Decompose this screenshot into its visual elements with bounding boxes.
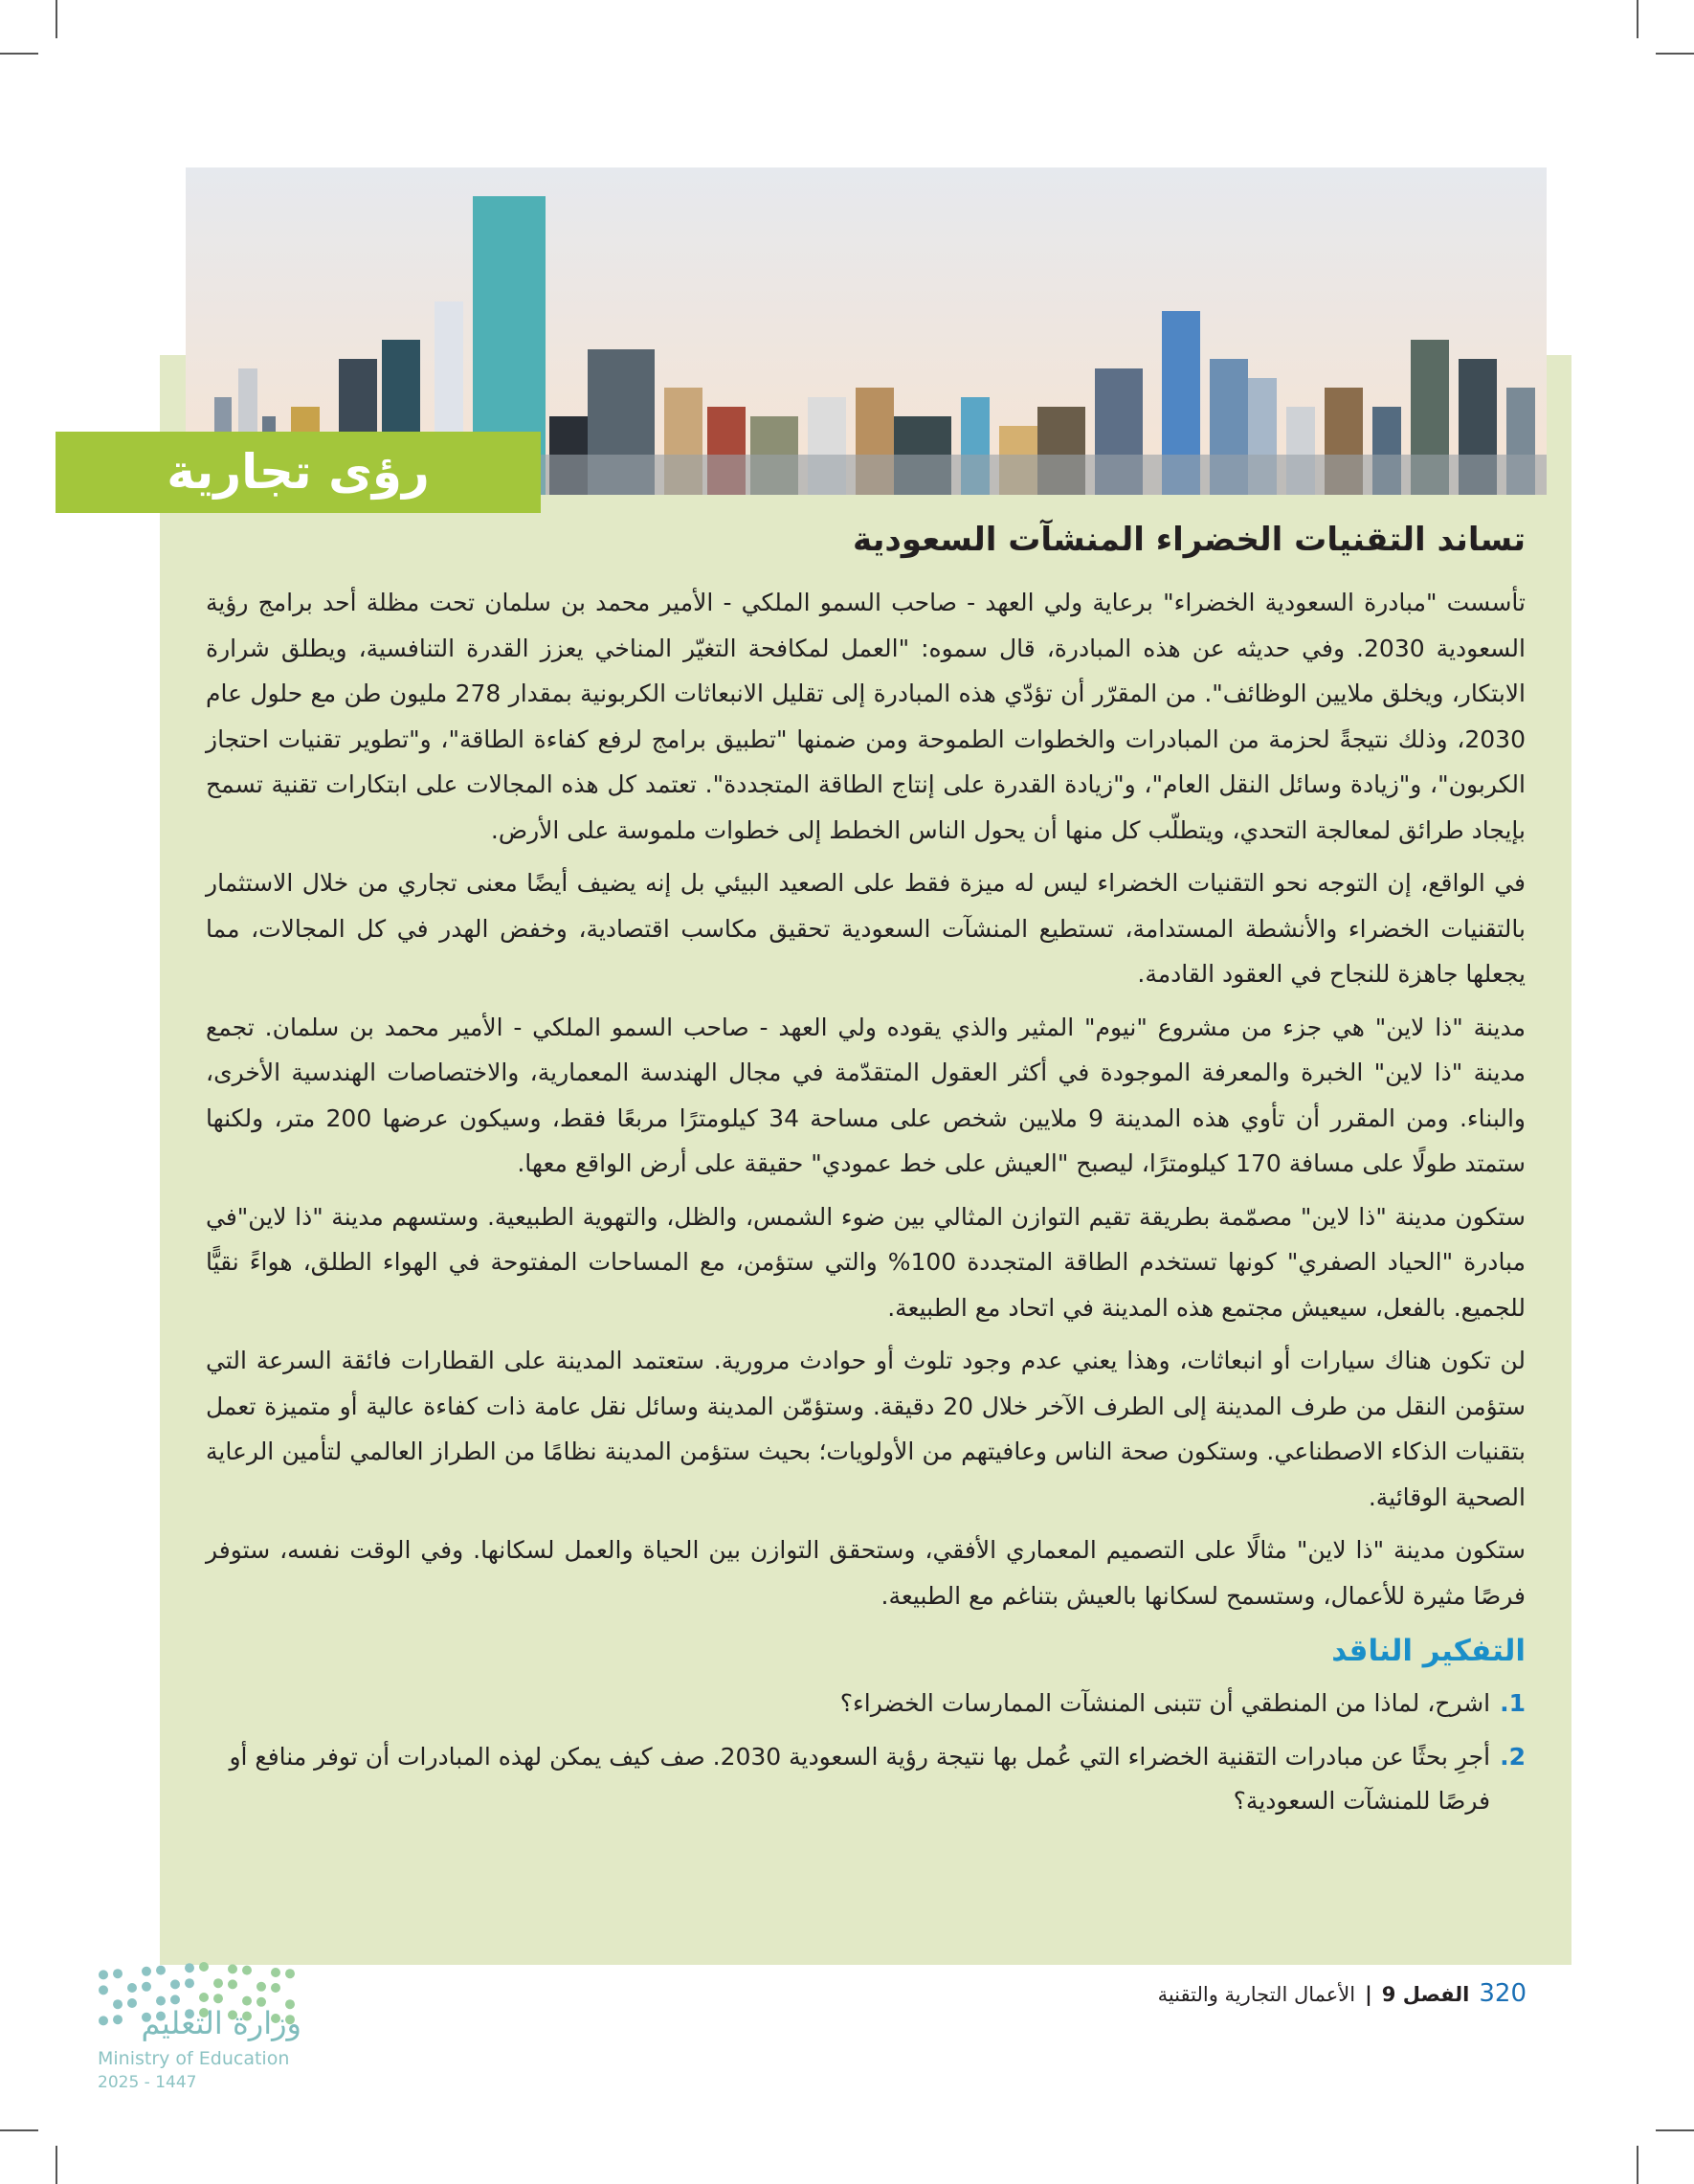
- logo-dot: [242, 1966, 252, 1975]
- crop-mark: [1637, 2146, 1638, 2184]
- logo-dot: [213, 1994, 223, 2003]
- critical-thinking-heading: التفكير الناقد: [1331, 1634, 1526, 1668]
- logo-arabic-text: وزارة التعليم: [141, 2005, 301, 2041]
- logo-dot: [156, 1966, 166, 1975]
- logo-dot: [285, 1969, 295, 1978]
- logo-year: 2025 - 1447: [98, 2073, 197, 2092]
- logo-dot: [271, 1983, 280, 1993]
- chapter-title: الأعمال التجارية والتقنية: [1157, 1983, 1356, 2006]
- question-item: [206, 1682, 1526, 1726]
- paragraph: تأسست "مبادرة السعودية الخضراء" برعاية ولي العهد - صاحب السمو الملكي - الأمير محمد بن سلمان تحت مظلة أحد برامج رؤية السعودية 2030. وفي حديثه عن هذه المبادرة، قال سموه: "العمل لمكافحة التغيّر المناخي يعزز القدرة التنافسية، ويطلق شرارة الابتكار، ويخلق ملايين الوظائف". من المقرّر أن تؤدّي هذه المبادرة إلى تقليل الانبعاثات الكربونية بمقدار 278 مليون طن مع حلول عام 2030، وذلك نتيجةً لحزمة من المبادرات والخطوات الطموحة ومن ضمنها "تطبيق برامج لرفع كفاءة الطاقة"، و"تطوير تقنيات احتجاز الكربون"، و"زيادة وسائل النقل العام"، و"زيادة القدرة على إنتاج الطاقة المتجددة". تعتمد كل هذه المجالات على ابتكارات تقنية تسمح بإيجاد طرائق لمعالجة التحدي، ويتطلّب كل منها أن يحول الناس الخطط إلى خطوات ملموسة على الأرض.: [206, 589, 1526, 844]
- crop-mark: [0, 2129, 38, 2131]
- logo-dot: [213, 1978, 223, 1988]
- logo-dot: [199, 1962, 209, 1972]
- crop-mark: [0, 53, 38, 55]
- logo-dot: [170, 1979, 180, 1989]
- logo-dot: [228, 1964, 237, 1973]
- chapter-label: الفصل 9: [1381, 1983, 1470, 2006]
- section-tag: رؤى تجارية: [56, 432, 541, 513]
- question-number: 1.: [1500, 1689, 1526, 1717]
- logo-dot: [127, 1983, 137, 1993]
- crop-mark: [56, 0, 57, 38]
- paragraph: ستكون مدينة "ذا لاين" مثالًا على التصميم المعماري الأفقي، وستحقق التوازن بين الحياة والعمل لسكانها. وفي الوقت نفسه، ستوفر فرصًا مثيرة للأعمال، وستسمح لسكانها بالعيش بتناغم مع الطبيعة.: [206, 1536, 1526, 1610]
- logo-dot: [256, 1982, 266, 1992]
- paragraph: لن تكون هناك سيارات أو انبعاثات، وهذا يعني عدم وجود تلوث أو حوادث مرورية. ستعتمد المدينة على القطارات فائقة السرعة التي ستؤمن النقل من طرف المدينة إلى الطرف الآخر خلال 20 دقيقة. وستؤمّن المدينة وسائل نقل عامة ذات كفاءة عالية أو متميزة تعمل بتقنيات الذكاء الاصطناعي. وستكون صحة الناس وعافيتهم من الأولويات؛ بحيث ستؤمن المدينة نظامًا من الطراز العالمي لتأمين الرعاية الصحية الوقائية.: [206, 1347, 1526, 1511]
- crop-mark: [1637, 0, 1638, 38]
- page-footer: [1158, 1979, 1527, 2008]
- page-number: 320: [1479, 1979, 1527, 2008]
- logo-dot: [142, 1967, 151, 1976]
- logo-dot: [228, 1979, 237, 1989]
- question-item: [206, 1735, 1526, 1823]
- question-text: اشرح، لماذا من المنطقي أن تتبنى المنشآت الممارسات الخضراء؟: [839, 1689, 1491, 1717]
- article: [206, 517, 1526, 1833]
- logo-dot: [113, 1969, 123, 1978]
- logo-dot: [170, 1995, 180, 2004]
- crop-mark: [1656, 2129, 1694, 2131]
- footer-separator: |: [1365, 1983, 1372, 2006]
- crop-mark: [1656, 53, 1694, 55]
- question-text: أجرِ بحثًا عن مبادرات التقنية الخضراء التي عُمل بها نتيجة رؤية السعودية 2030. صف كيف يمكن لهذه المبادرات أن توفر منافع أو فرصًا للمنشآت السعودية؟: [229, 1743, 1491, 1815]
- logo-dot: [271, 1968, 280, 1977]
- logo-dot: [185, 1963, 194, 1972]
- logo-dot: [185, 1978, 194, 1988]
- paragraph: في الواقع، إن التوجه نحو التقنيات الخضراء ليس له ميزة فقط على الصعيد البيئي بل إنه يضيف أيضًا معنى تجاري من خلال الاستثمار بالتقنيات الخضراء والأنشطة المستدامة، تستطيع المنشآت السعودية تحقيق مكاسب اقتصادية، وخفض الهدر في كل المجالات، مما يجعلها جاهزة للنجاح في العقود القادمة.: [206, 869, 1526, 988]
- logo-dot: [142, 1982, 151, 1992]
- paragraph: ستكون مدينة "ذا لاين" مصمّمة بطريقة تقيم التوازن المثالي بين ضوء الشمس، والظل، والتهوية الطبيعية. وستسهم مدينة "ذا لاين"في مبادرة "الحياد الصفري" كونها تستخدم الطاقة المتجددة 100% والتي ستؤمن، مع المساحات المفتوحة في الهواء الطلق، هواءً نقيًّا للجميع. بالفعل، سيعيش مجتمع هذه المدينة في اتحاد مع الطبيعة.: [206, 1202, 1526, 1322]
- logo-dot: [99, 1985, 108, 1995]
- article-title: تساند التقنيات الخضراء المنشآت السعودية: [853, 521, 1526, 559]
- logo-dot: [99, 1970, 108, 1979]
- logo-english-text: Ministry of Education: [98, 2048, 290, 2069]
- paragraph: مدينة "ذا لاين" هي جزء من مشروع "نيوم" المثير والذي يقوده ولي العهد - صاحب السمو الملكي - الأمير محمد بن سلمان. تجمع مدينة "ذا لاين" الخبرة والمعرفة الموجودة في أكثر العقول المتقدّمة في مجال الهندسة المعمارية، والاختصاصات الهندسية الأخرى، والبناء. ومن المقرر أن تأوي هذه المدينة 9 ملايين شخص على مساحة 34 كيلومترًا مربعًا فقط، وسيكون عرضها 200 متر، ولكنها ستمتد طولًا على مسافة 170 كيلومترًا، ليصبح "العيش على خط عمودي" حقيقة على أرض الواقع معها.: [206, 1013, 1526, 1177]
- crop-mark: [56, 2146, 57, 2184]
- logo-dot: [199, 1993, 209, 2002]
- question-number: 2.: [1500, 1743, 1526, 1771]
